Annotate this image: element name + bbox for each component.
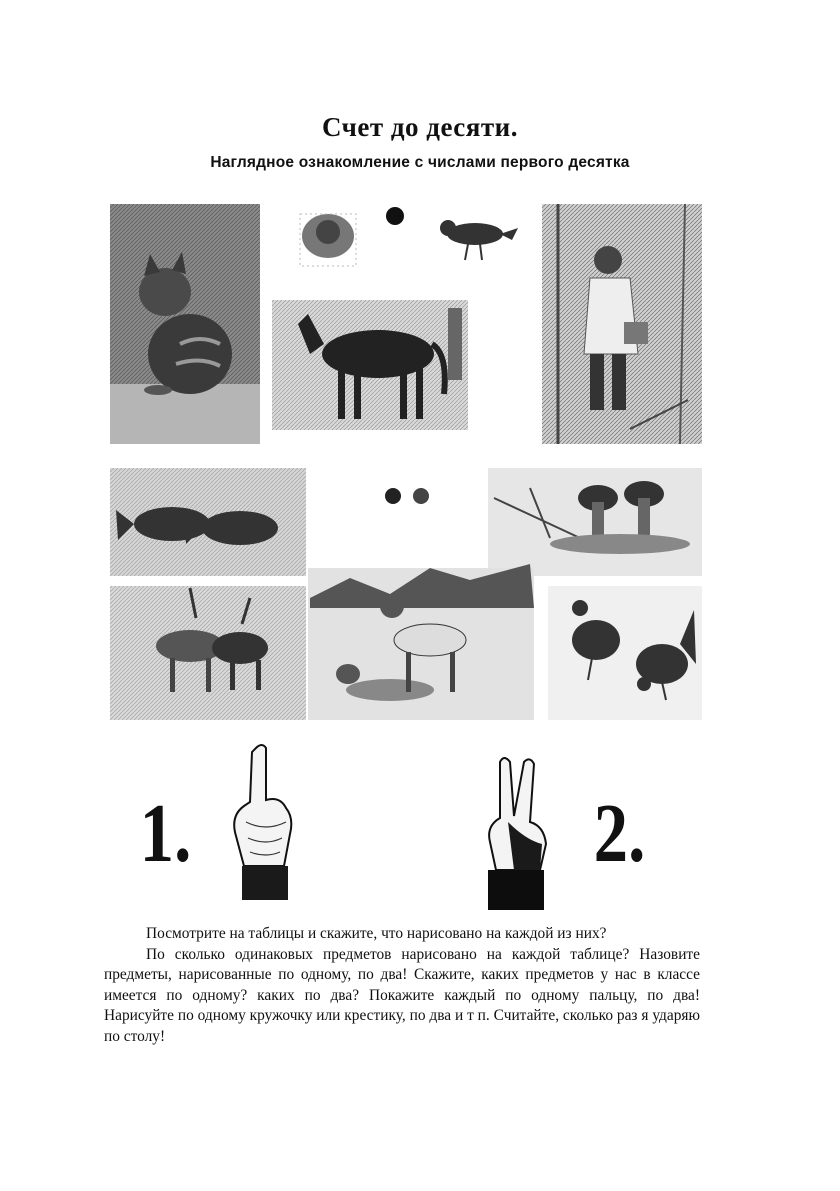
paragraph-2: По сколько одинаковых предметов нарисовано на каждой таблице? Назовите предметы, нарисованные по одному, по два! Скажите, каких предметов у нас в классе имеется по одному? каких по два? Покажите каждый по одному пальцу, по два! Нарисуйте по одному кружочку или крестику, по два и т п. Считайте, сколько раз я ударяю по столу! xyxy=(104,945,700,1045)
plate-one-objects xyxy=(110,204,702,447)
two-mushrooms-picture xyxy=(488,468,702,576)
body-text xyxy=(104,924,700,1048)
dot-one-icon xyxy=(386,207,404,225)
two-fish-picture xyxy=(110,468,306,576)
two-hens-picture xyxy=(548,586,702,720)
two-goats-picture xyxy=(110,586,306,720)
page-subtitle: Наглядное ознакомление с числами первого десятка xyxy=(210,154,630,171)
paragraph-1: Посмотрите на таблицы и скажите, что нарисовано на каждой из них? xyxy=(146,925,607,942)
horse-picture xyxy=(272,300,468,430)
bird-picture xyxy=(440,220,518,260)
two-finger-hand-icon xyxy=(470,752,562,912)
cat-picture xyxy=(110,204,260,444)
page-title: Счет до десяти. xyxy=(322,112,518,142)
one-finger-hand-icon xyxy=(226,742,298,904)
boy-picture xyxy=(542,204,702,444)
numeral-two: 2. xyxy=(593,787,646,880)
two-dogs-picture xyxy=(308,564,534,720)
two-dots-icon xyxy=(385,488,429,504)
small-object-picture xyxy=(300,214,356,266)
plate-two-objects xyxy=(110,468,702,720)
numeral-one: 1. xyxy=(139,787,192,880)
